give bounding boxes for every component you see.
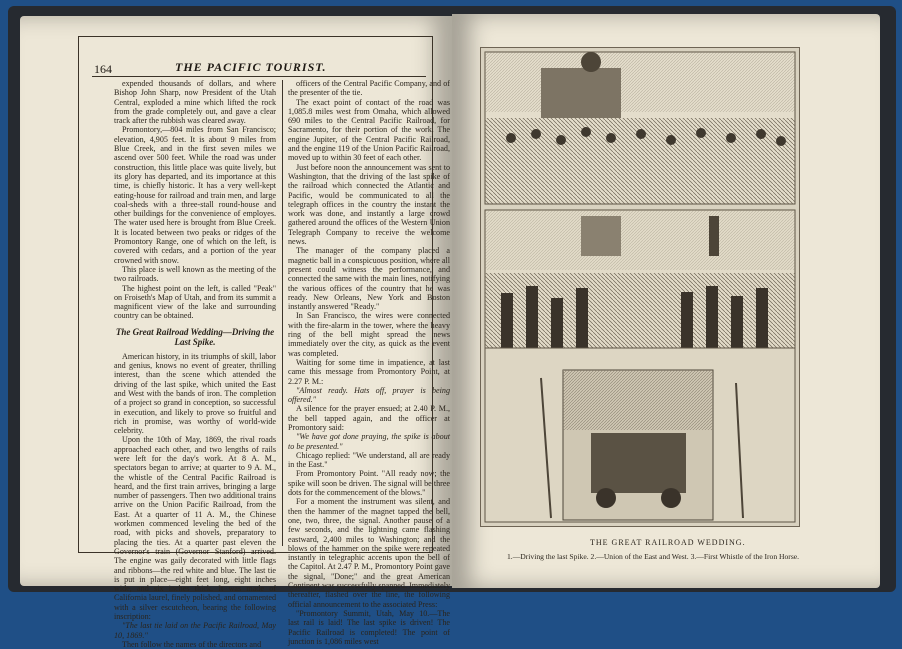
paragraph: Just before noon the announcement was sent to Washington, that the driving of the last spike of the railroad which connected the Atlantic and Pacific, would be communicated to all the telegraph offices in the country the instant the work was done, and instantly a large crowd gathered around the offices of the Western Union Telegraph Company to receive the welcome news. <box>288 162 450 247</box>
paragraph: This place is well known as the meeting of the two railroads. <box>114 264 276 284</box>
paragraph: "Promontory Summit, Utah, May 10.—The last rail is laid! The last spike is driven! The Pacific Railroad is completed! The point of junction is 1,086 miles west <box>288 608 450 646</box>
paragraph: Then follow the names of the directors and <box>122 639 262 649</box>
engraving-artwork <box>481 48 799 526</box>
paragraph: From Promontory Point. "All ready now; the spike will soon be driven. The signal will be three dots for the commencement of the blows." <box>288 469 450 498</box>
page-number: 164 <box>94 62 112 76</box>
paragraph: "Almost ready. Hats off, prayer is being offered." <box>288 385 450 405</box>
paragraph: American history, in its triumphs of skill, labor and genius, knows no event of greater, thrilling interest, than the scene which attended the driving of the last spike, which united the East and West with the bands of iron. The completion of a project so grand in conception, so successful in execution, and likely to prove so fruitful and rich in promise, was worthy of world-wide celebrity. <box>114 351 276 436</box>
illustration-caption-title: THE GREAT RAILROAD WEDDING. <box>590 538 746 547</box>
paragraph: For a moment the instrument was silent, and then the hammer of the magnet tapped the bell, one, two, three, the signal. Another pause of a few seconds, and the lightning came flashing eastward, 2,400 miles to Washington; and the blows of the hammer on the spike were repeated instantly in telegraphic accents upon the bell of the Capitol. At 2.47 P. M., Promontory Point gave the signal, "Done;" and the great American Continent was successfully spanned. Immediately thereafter, flashed over the line, the following official announcement to the associated Press: <box>288 497 450 609</box>
paragraph: "The last tie laid on the Pacific Railroad, May 10, 1869." <box>114 621 276 640</box>
paragraph: The exact point of contact of the road was 1,085.8 miles west from Omaha, which allowed 690 miles to the Central Pacific Railroad, for Sacramento, for their portion of the work. The engine Jupiter, of the Central Pacific Railroad, and the engine 119 of the Union Pacific Railroad, moved up to within 30 feet of each other. <box>288 97 450 163</box>
paragraph: The highest point on the left, is called "Peak" on Froiseth's Map of Utah, and from its summit a magnificent view of the lake and surrounding country can be obtained. <box>114 283 276 321</box>
illustration-caption: 1.—Driving the last Spike. 2.—Union of the East and West. 3.—First Whistle of the Iron Horse. <box>507 552 800 561</box>
paragraph: Promontory,—804 miles from San Francisco; elevation, 4,905 feet. It is about 9 miles from Blue Creek, and in the first seven miles we ascend over 500 feet. While the road was under construction, this little place was quite lively, but its glory has departed, and its importance at this time, is chiefly historic. It has a very well-kept eating-house for railroad and train men, and large coal-sheds with a three-stall round-house and other buildings for the convenience of employes. The water used here is brought from Blue Creek. It is located between two peaks or ridges of the Promontory Range, one of which on the left, is covered with cedars, and a portion of the year crowned with snow. <box>114 125 276 265</box>
running-head: THE PACIFIC TOURIST. <box>175 60 327 74</box>
column-divider <box>282 80 283 546</box>
paragraph: The manager of the company placed a magnetic ball in a conspicuous position, where all present could witness the performance, and connected the same with the main lines, notifying the various offices of the country that he was ready. New Orleans, New York and Boston instantly answered "Ready." <box>288 246 450 312</box>
paragraph: Upon the 10th of May, 1869, the rival roads approached each other, and two lengths of rails were left for the day's work. At 8 A. M., spectators began to arrive; at quarter to 9 A. M., the whistle of the Central Pacific Railroad is heard, and the first train arrives, bringing a large number of passengers. Then two additional trains arrive on the Union Pacific Railroad, from the East. At a quarter of 11 A. M., the Chinese workmen commenced leveling the bed of the road, with picks and shovels, preparatory to placing the ties. At a quarter past eleven the Governor's train (Governor Stanford) arrived. The engine was gaily decorated with little flags and ribbons—the red white and blue. The last tie is put in place—eight feet long, eight inches wide, and six inches thick. It was made of California laurel, finely polished, and ornamented with a silver escutcheon, bearing the following inscription: <box>114 435 276 622</box>
paragraph: Chicago replied: "We understand, all are ready in the East." <box>288 450 450 470</box>
engraving-illustration <box>480 47 800 527</box>
paragraph: Waiting for some time in impatience, at last came this message from Promontory Point, at 2.27 P. M.: <box>288 357 450 386</box>
text-column-2 <box>288 79 450 646</box>
paragraph: In San Francisco, the wires were connected with the fire-alarm in the tower, where the heavy ring of the bell might spread the news immediately over the city, as quick as the event was completed. <box>288 311 450 358</box>
paragraph: expended thousands of dollars, and where Bishop John Sharp, now President of the Utah Central, exploded a mine which lifted the rock from the grade completely out, and gave a clear track after the rubbish was cleared away. <box>114 79 276 126</box>
text-column-1 <box>114 79 276 649</box>
header-rule <box>92 76 426 77</box>
paragraph: officers of the Central Pacific Company, and of the presenter of the tie. <box>288 79 450 98</box>
paragraph: "We have got done praying, the spike is about to be presented." <box>288 432 450 451</box>
section-subheading: The Great Railroad Wedding—Driving the Last Spike. <box>115 326 275 347</box>
paragraph: A silence for the prayer ensued; at 2.40 P. M., the bell tapped again, and the officer at Promontory said: <box>288 404 450 432</box>
